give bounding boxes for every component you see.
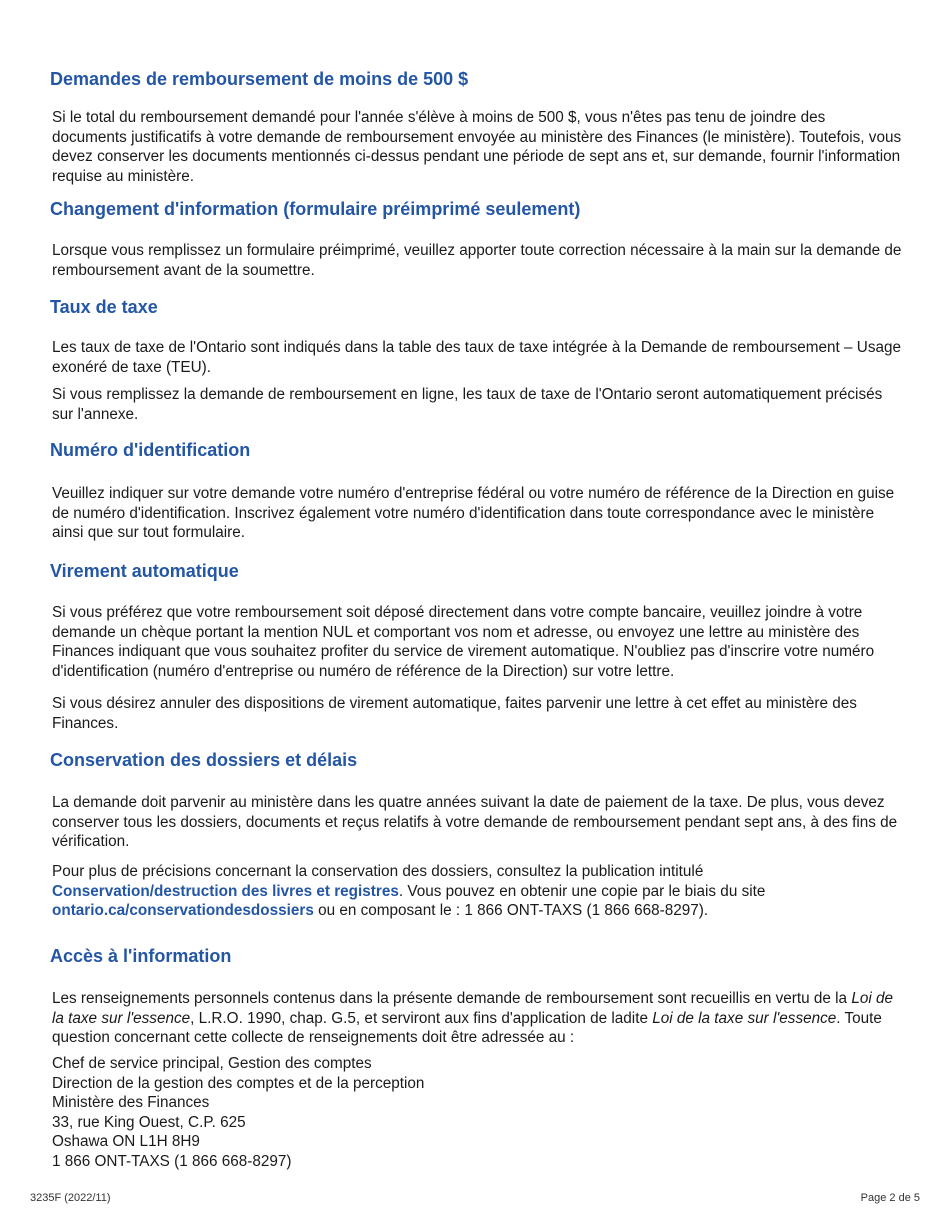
records-text-a: Pour plus de précisions concernant la conservation des dossiers, consultez la publication intitulé bbox=[52, 863, 704, 880]
heading-records: Conservation des dossiers et délais bbox=[50, 750, 358, 770]
heading-id-number: Numéro d'identification bbox=[50, 440, 251, 460]
records-text-c: ou en composant le : 1 866 ONT-TAXS (1 866 668-8297). bbox=[313, 902, 709, 919]
paragraph-tax-rates-2: Si vous remplissez la demande de remboursement en ligne, les taux de taxe de l'Ontario seront automatiquement précisés sur l'annexe. bbox=[52, 386, 883, 423]
paragraph-under-500: Si le total du remboursement demandé pour l'année s'élève à moins de 500 $, vous n'êtes pas tenu de joindre des documents justificatifs à votre demande de remboursement envoyée au ministère des Finances (le ministère). Toutefois, vous devez conserver les documents mentionnés ci-dessus pendant une période de sept ans et, sur demande, fournir l'information requise au ministère. bbox=[52, 109, 902, 185]
publication-link[interactable]: Conservation/destruction des livres et registres bbox=[52, 882, 399, 900]
page-number: Page 2 de 5 bbox=[860, 1192, 920, 1204]
heading-tax-rates: Taux de taxe bbox=[50, 297, 158, 317]
address-line: 33, rue King Ouest, C.P. 625 bbox=[52, 1113, 246, 1131]
paragraph-tax-rates-1: Les taux de taxe de l'Ontario sont indiqués dans la table des taux de taxe intégrée à la Demande de remboursement – Usage exonéré de taxe (TEU). bbox=[52, 339, 902, 376]
access-text-b: , L.R.O. 1990, chap. G.5, et serviront aux fins d'application de ladite bbox=[190, 1009, 653, 1027]
paragraph-records-1: La demande doit parvenir au ministère dans les quatre années suivant la date de paiement de la taxe. De plus, vous devez conserver tous les dossiers, documents et reçus relatifs à votre demande de remboursement pendant sept ans, à des fins de vérification. bbox=[52, 794, 898, 850]
access-text-a: Les renseignements personnels contenus dans la présente demande de remboursement sont recueillis en vertu de la bbox=[52, 990, 852, 1007]
paragraph-direct-deposit-2: Si vous désirez annuler des dispositions de virement automatique, faites parvenir une lettre à cet effet au ministère des Finances. bbox=[52, 695, 857, 732]
records-text-b: . Vous pouvez en obtenir une copie par le biais du site bbox=[398, 882, 766, 900]
heading-direct-deposit: Virement automatique bbox=[50, 561, 239, 581]
address-line: 1 866 ONT-TAXS (1 866 668-8297) bbox=[52, 1152, 292, 1170]
paragraph-access-info bbox=[52, 989, 902, 1048]
paragraph-id-number: Veuillez indiquer sur votre demande votre numéro d'entreprise fédéral ou votre numéro de référence de la Direction en guise de numéro d'identification. Inscrivez également votre numéro d'identification dans toute correspondance avec le ministère ainsi que sur tout formulaire. bbox=[52, 485, 895, 541]
heading-change-info: Changement d'information (formulaire préimprimé seulement) bbox=[50, 199, 581, 219]
address-line: Oshawa ON L1H 8H9 bbox=[52, 1133, 200, 1150]
address-line: Ministère des Finances bbox=[52, 1094, 210, 1111]
mailing-address bbox=[52, 1054, 902, 1171]
access-text-c: . Toute question concernant cette collecte de renseignements doit être adressée au : bbox=[52, 1009, 882, 1046]
address-line: Direction de la gestion des comptes et de la perception bbox=[52, 1074, 425, 1092]
address-line: Chef de service principal, Gestion des comptes bbox=[52, 1055, 372, 1072]
act-name-1: Loi de la taxe sur l'essence bbox=[52, 990, 894, 1027]
paragraph-records-2 bbox=[52, 862, 902, 921]
paragraph-direct-deposit-1: Si vous préférez que votre remboursement soit déposé directement dans votre compte bancaire, veuillez joindre à votre demande un chèque portant la mention NUL et comportant vos nom et adresse, ou envoyez une lettre au ministère des Finances indiquant que vous souhaitez profiter du service de virement automatique. N'oubliez pas d'inscrire votre numéro d'identification (numéro d'entreprise ou numéro de référence de la Direction) sur votre lettre. bbox=[52, 604, 875, 680]
act-name-2: Loi de la taxe sur l'essence bbox=[652, 1009, 837, 1027]
paragraph-change-info: Lorsque vous remplissez un formulaire préimprimé, veuillez apporter toute correction nécessaire à la main sur la demande de remboursement avant de la soumettre. bbox=[52, 242, 902, 279]
website-link[interactable]: ontario.ca/conservationdesdossiers bbox=[52, 902, 314, 919]
heading-access-info: Accès à l'information bbox=[50, 946, 232, 966]
heading-under-500: Demandes de remboursement de moins de 500 $ bbox=[50, 69, 469, 89]
form-code: 3235F (2022/11) bbox=[30, 1192, 111, 1204]
